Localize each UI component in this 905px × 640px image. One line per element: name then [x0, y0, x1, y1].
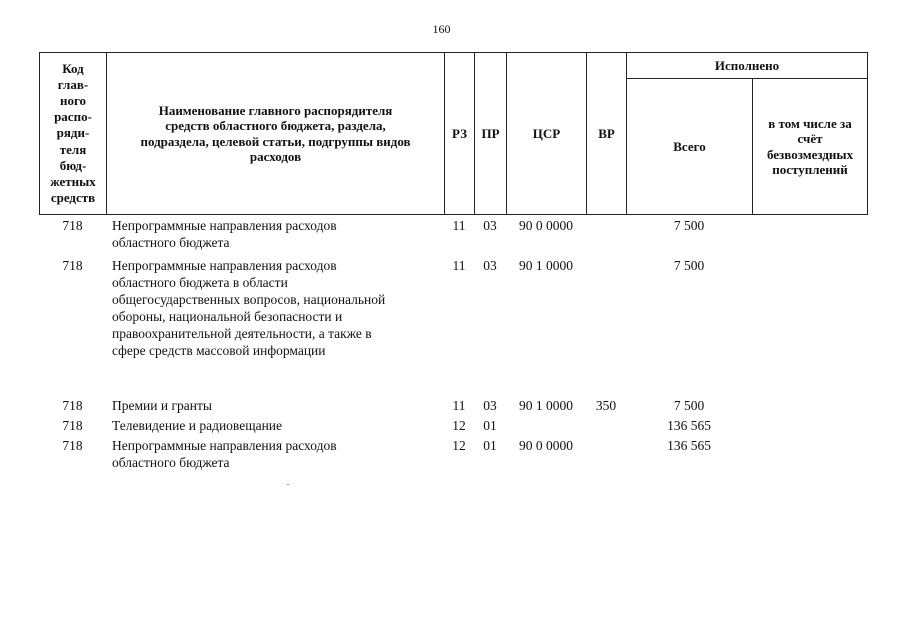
cell-rz: 11 — [452, 398, 466, 413]
table-header — [39, 52, 868, 215]
header-name-line: расходов — [249, 149, 302, 164]
cell-kod: 718 — [62, 418, 83, 433]
cell-name — [112, 217, 440, 251]
cell-name-line: областного бюджета в области — [112, 275, 288, 290]
cell-name-line: Телевидение и радиовещание — [112, 418, 283, 433]
cell-name-line: общегосударственных вопросов, национальной — [112, 292, 386, 307]
cell-csr: 90 1 0000 — [519, 398, 573, 413]
page-number: 160 — [432, 22, 451, 36]
header-vtom-line: безвозмездных — [766, 146, 854, 162]
scan-speck — [287, 484, 289, 485]
cell-vsego: 136 565 — [667, 418, 711, 433]
cell-vsego: 136 565 — [667, 438, 711, 453]
cell-rz: 11 — [452, 218, 466, 233]
header-kod-line: жетных — [50, 174, 96, 189]
header-kod — [40, 53, 107, 215]
cell-pr: 03 — [483, 258, 497, 273]
cell-name — [112, 257, 440, 359]
header-vtom-line: в том числе за — [768, 115, 852, 131]
header-kod-line: бюд- — [59, 157, 87, 173]
header-kod-line: ряди- — [56, 125, 90, 141]
header-vtom-line: поступлений — [772, 162, 848, 177]
header-csr: ЦСР — [507, 53, 587, 215]
cell-kod: 718 — [62, 218, 83, 233]
cell-name-line: правоохранительной деятельности, а также в — [112, 326, 372, 341]
cell-pr: 01 — [483, 438, 497, 453]
header-name-line: средств областного бюджета, раздела, — [165, 118, 386, 133]
header-vr: ВР — [587, 53, 627, 215]
header-ispolneno: Исполнено — [627, 53, 868, 79]
cell-pr: 03 — [483, 218, 497, 233]
cell-name — [112, 417, 440, 434]
cell-kod: 718 — [62, 258, 83, 273]
cell-rz: 12 — [452, 418, 466, 433]
header-kod-line: средств — [50, 190, 96, 206]
cell-pr: 03 — [483, 398, 497, 413]
header-vsego: Всего — [627, 79, 753, 215]
cell-name-line: сфере средств массовой информации — [112, 343, 326, 358]
header-kod-line: теля — [59, 141, 87, 157]
cell-vsego: 7 500 — [673, 398, 705, 413]
header-kod-line: глав- — [57, 76, 89, 92]
cell-csr: 90 0 0000 — [519, 218, 573, 233]
cell-name-line: Непрограммные направления расходов — [112, 258, 337, 273]
cell-csr: 90 1 0000 — [519, 258, 573, 273]
header-kod-line: Код — [62, 60, 84, 76]
cell-name-line: областного бюджета — [112, 235, 230, 250]
cell-pr: 01 — [483, 418, 497, 433]
header-name — [107, 53, 445, 215]
header-kod-line: ного — [59, 92, 87, 108]
header-kod-line: распо- — [54, 109, 92, 125]
cell-name-line: обороны, национальной безопасности и — [112, 309, 343, 324]
cell-name — [112, 437, 440, 471]
cell-vr: 350 — [595, 398, 617, 413]
cell-name — [112, 397, 440, 414]
cell-name-line: Непрограммные направления расходов — [112, 218, 337, 233]
cell-name-line: областного бюджета — [112, 455, 230, 470]
cell-kod: 718 — [62, 438, 83, 453]
cell-rz: 11 — [452, 258, 466, 273]
header-name-line: Наименование главного распорядителя — [158, 102, 393, 118]
cell-name-line: Непрограммные направления расходов — [112, 438, 337, 453]
cell-vsego: 7 500 — [673, 258, 705, 273]
cell-vsego: 7 500 — [673, 218, 705, 233]
header-rz: РЗ — [445, 53, 475, 215]
header-vtom-chisle — [753, 79, 868, 215]
cell-csr: 90 0 0000 — [519, 438, 573, 453]
header-pr: ПР — [475, 53, 507, 215]
cell-kod: 718 — [62, 398, 83, 413]
header-vtom-line: счёт — [797, 131, 823, 146]
cell-name-line: Премии и гранты — [112, 398, 212, 413]
cell-rz: 12 — [452, 438, 466, 453]
header-name-line: подраздела, целевой статьи, подгруппы видов — [140, 133, 411, 149]
